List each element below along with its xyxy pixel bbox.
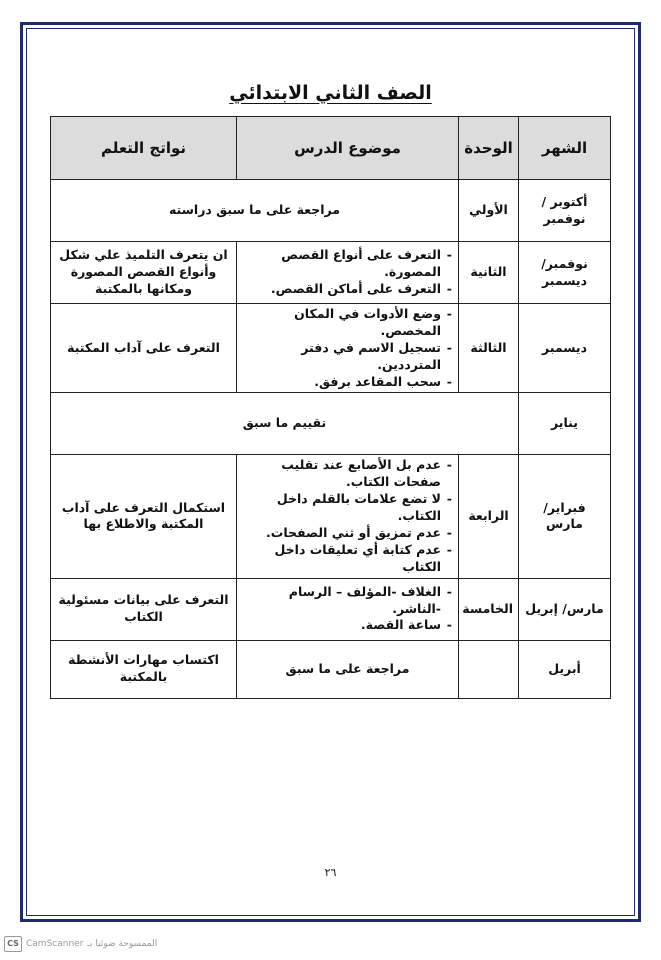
cell-unit: الأولي: [459, 180, 519, 242]
cell-month: فبراير/ مارس: [519, 455, 611, 578]
topic-item: - عدم كتابة أي تعليقات داخل الكتاب: [242, 542, 441, 576]
table-row: [51, 304, 611, 393]
cell-month: أكتوبر / نوفمبر: [519, 180, 611, 242]
table-row: [51, 455, 611, 578]
cell-unit: الثانية: [459, 242, 519, 304]
topic-item: - التعرف على أماكن القصص.: [242, 281, 441, 298]
cell-month: ديسمبر: [519, 304, 611, 393]
header-topic: موضوع الدرس: [237, 117, 459, 180]
cell-outcomes: التعرف على آداب المكتبة: [51, 304, 237, 393]
cell-month: نوفمبر/ ديسمبر: [519, 242, 611, 304]
cell-month: يناير: [519, 393, 611, 455]
table-row: [51, 393, 611, 455]
table-row: [51, 640, 611, 698]
cell-month: مارس/ إبريل: [519, 578, 611, 640]
topic-item: - لا تضع علامات بالقلم داخل الكتاب.: [242, 491, 441, 525]
cell-unit: [459, 640, 519, 698]
cell-outcomes: ان يتعرف التلميذ علي شكل وأنواع القصص المصورة ومكانها بالمكتبة: [51, 242, 237, 304]
topic-item: - عدم تمزيق أو ثني الصفحات.: [242, 525, 441, 542]
table-row: [51, 578, 611, 640]
curriculum-table: [50, 116, 611, 699]
header-unit: الوحدة: [459, 117, 519, 180]
cell-topic: [237, 304, 459, 393]
cell-merged: تقييم ما سبق: [51, 393, 519, 455]
topic-item: - عدم بل الأصابع عند تقليب صفحات الكتاب.: [242, 457, 441, 491]
cell-topic: [237, 242, 459, 304]
topic-item: - تسجيل الاسم في دفتر المترددين.: [242, 340, 441, 374]
camscanner-logo-icon: CS: [4, 936, 22, 952]
camscanner-name: CamScanner: [26, 939, 84, 949]
cell-topic: [237, 455, 459, 578]
header-month: الشهر: [519, 117, 611, 180]
table-header-row: [51, 117, 611, 180]
cell-merged: مراجعة على ما سبق دراسته: [51, 180, 459, 242]
cell-topic: [237, 578, 459, 640]
cell-topic: مراجعة على ما سبق: [237, 640, 459, 698]
page-number: ٢٦: [324, 866, 337, 879]
cell-outcomes: استكمال التعرف على آداب المكتبة والاطلاع بها: [51, 455, 237, 578]
cell-unit: الرابعة: [459, 455, 519, 578]
table-row: [51, 242, 611, 304]
topic-item: - ساعة القصة.: [242, 617, 441, 634]
cell-unit: الثالثة: [459, 304, 519, 393]
header-outcomes: نواتج التعلم: [51, 117, 237, 180]
page-title: الصف الثاني الابتدائي: [229, 82, 432, 104]
topic-item: - الغلاف -المؤلف – الرسام -الناشر.: [242, 584, 441, 618]
camscanner-watermark: [4, 936, 157, 952]
table-row: [51, 180, 611, 242]
topic-item: - وضع الأدوات في المكان المخصص.: [242, 306, 441, 340]
cell-outcomes: اكتساب مهارات الأنشطة بالمكتبة: [51, 640, 237, 698]
cell-unit: الخامسة: [459, 578, 519, 640]
cell-outcomes: التعرف على بيانات مسئولية الكتاب: [51, 578, 237, 640]
camscanner-caption: الممسوحة ضوئيا بـ: [87, 939, 158, 949]
cell-month: أبريل: [519, 640, 611, 698]
topic-item: - التعرف على أنواع القصص المصورة.: [242, 247, 441, 281]
topic-item: - سحب المقاعد برفق.: [242, 374, 441, 391]
